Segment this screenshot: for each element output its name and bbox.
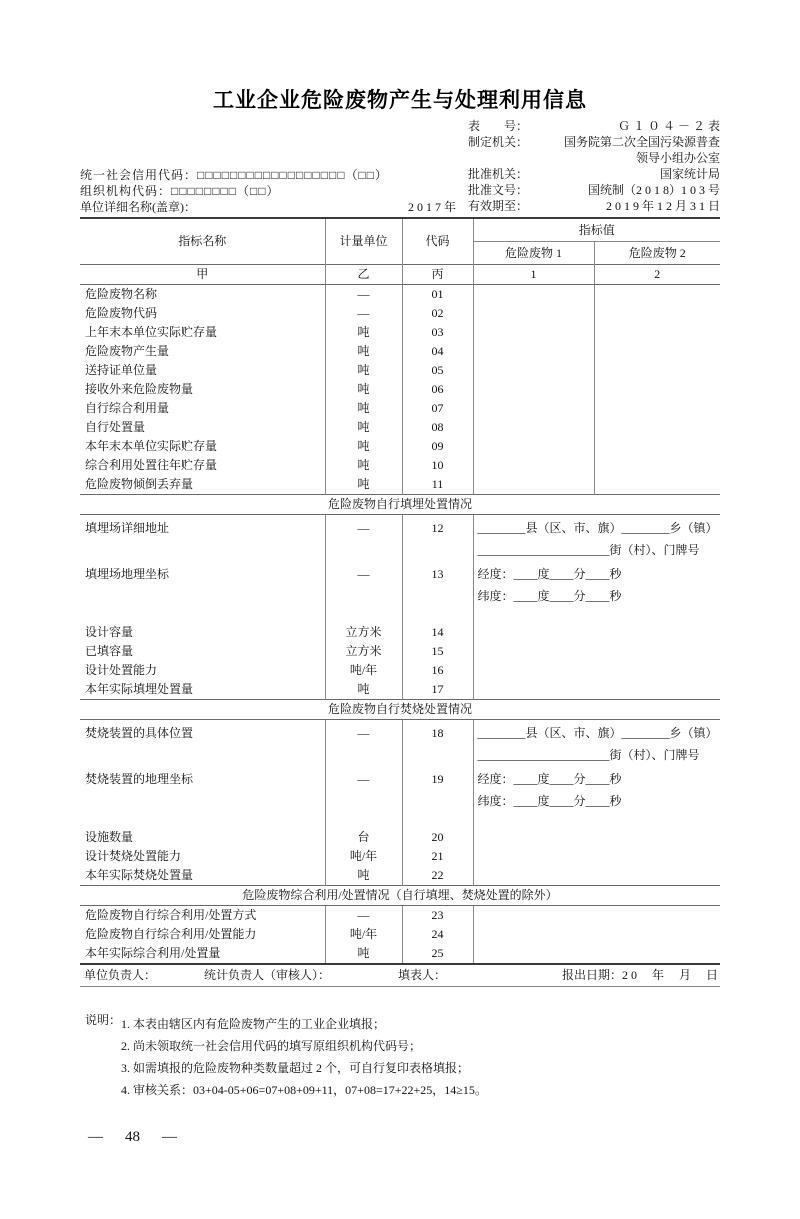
form-info-row <box>468 119 720 135</box>
indicator-name-cell: 上年末本单位实际贮存量 <box>85 325 218 340</box>
form-info-row <box>468 199 720 215</box>
section-header: 危险废物综合利用/处置情况（自行填埋、焚烧处置的除外） <box>80 886 720 906</box>
code-cell: 01 <box>402 285 473 305</box>
code-cell: 02 <box>402 304 473 323</box>
code-cell: 11 <box>402 475 473 495</box>
fill-in-line: ______________________街（村）、门牌号 <box>477 748 700 763</box>
value-fill-cell <box>473 766 720 828</box>
code-cell: 14 <box>402 623 473 642</box>
code-cell: 09 <box>402 437 473 456</box>
table-row <box>80 418 720 437</box>
unit-cell: 吨 <box>325 418 402 437</box>
page-title: 工业企业危险废物产生与处理利用信息 <box>213 88 587 112</box>
value-cell-hw1 <box>473 437 594 456</box>
value-cell-hw1 <box>473 304 594 323</box>
table-header-row-1 <box>80 218 720 242</box>
fill-in-line: 纬度：____度____分____秒 <box>477 589 622 604</box>
value-cell-hw1 <box>473 361 594 380</box>
col-number-2: 2 <box>594 265 720 285</box>
form-info-row <box>468 183 720 199</box>
form-info-value: 国务院第二次全国污染源普查 <box>563 135 720 150</box>
code-cell: 23 <box>402 906 473 926</box>
unit-cell: 吨 <box>325 475 402 495</box>
signature-strip <box>80 965 720 987</box>
credit-code-boxes: 统一社会信用代码：□□□□□□□□□□□□□□□□□□（□□） <box>80 167 388 182</box>
fill-in-line: ______________________街（村）、门牌号 <box>477 543 700 558</box>
unit-cell: 吨 <box>325 399 402 418</box>
value-cell-hw2 <box>594 323 720 342</box>
form-info-label: 有效期至： <box>468 199 529 214</box>
unit-cell: 吨 <box>325 680 402 700</box>
indicator-name-cell: 填埋场详细地址 <box>85 521 170 536</box>
unit-name-label: 单位详细名称(盖章)： <box>80 199 196 214</box>
unit-cell: — <box>325 515 402 562</box>
value-cell-hw2 <box>594 285 720 305</box>
value-fill-cell <box>473 720 720 767</box>
note-item: 3. 如需填报的危险废物种类数量超过 2 个，可自行复印表格填报； <box>121 1061 470 1076</box>
indicator-name-cell: 焚烧装置的具体位置 <box>85 726 194 741</box>
value-cell-hw2 <box>594 361 720 380</box>
indicator-name-cell: 危险废物产生量 <box>85 344 170 359</box>
notes-label: 说明： <box>85 1013 122 1028</box>
report-year: 2 0 1 7 年 <box>407 199 456 214</box>
value-cell-hw1 <box>473 380 594 399</box>
table-row <box>80 456 720 475</box>
fill-in-line: ________县（区、市、旗）________乡（镇） <box>477 726 718 741</box>
code-cell: 16 <box>402 661 473 680</box>
indicator-name-cell: 危险废物自行综合利用/处置能力 <box>85 927 257 942</box>
page-number-right-dash: — <box>162 1129 177 1145</box>
fill-in-line: 经度：____度____分____秒 <box>477 567 622 582</box>
form-info-value: Ｇ １ ０ ４ － ２ 表 <box>617 119 720 134</box>
code-cell: 03 <box>402 323 473 342</box>
table-row <box>80 561 720 623</box>
indicator-name-cell: 自行综合利用量 <box>85 401 170 416</box>
unit-cell: 吨 <box>325 437 402 456</box>
col-header-unit: 计量单位 <box>325 218 402 265</box>
table-row <box>80 361 720 380</box>
unit-cell: 吨 <box>325 323 402 342</box>
fill-in-line: 纬度：____度____分____秒 <box>477 794 622 809</box>
value-cell-hw1 <box>473 475 594 495</box>
col-letter-bing: 丙 <box>402 265 473 285</box>
col-header-indicator-name: 指标名称 <box>178 234 227 249</box>
unit-cell: 吨 <box>325 866 402 886</box>
credit-code-line <box>80 167 460 183</box>
note-item: 4. 审核关系：03+04-05+06=07+08+09+11，07+08=17+22+25，14≥15。 <box>121 1083 487 1098</box>
table-row <box>80 475 720 495</box>
value-cell-merged <box>473 847 720 866</box>
form-info-row <box>468 167 720 183</box>
code-cell: 13 <box>402 561 473 623</box>
unit-cell: — <box>325 304 402 323</box>
unit-cell: 吨 <box>325 456 402 475</box>
indicator-name-cell: 综合利用处置往年贮存量 <box>85 458 218 473</box>
document-page <box>0 88 800 1219</box>
table-row <box>80 380 720 399</box>
form-info-block <box>468 119 720 215</box>
indicator-name-cell: 已填容量 <box>85 644 134 659</box>
unit-name-line <box>80 199 460 215</box>
form-info-value: 领导小组办公室 <box>635 151 720 166</box>
header-left-block <box>80 167 468 215</box>
code-cell: 22 <box>402 866 473 886</box>
unit-head-label: 单位负责人： <box>84 968 157 983</box>
form-info-value: 国统制（2 0 1 8）1 0 3 号 <box>587 183 720 198</box>
table-row <box>80 944 720 964</box>
value-cell-hw2 <box>594 304 720 323</box>
form-info-value: 2 0 1 9 年 1 2 月 3 1 日 <box>605 199 720 214</box>
indicator-name-cell: 焚烧装置的地理坐标 <box>85 772 194 787</box>
table-row <box>80 766 720 828</box>
page-number-left-dash: — <box>88 1129 103 1145</box>
unit-cell: — <box>325 720 402 767</box>
unit-cell: — <box>325 766 402 828</box>
table-row <box>80 515 720 562</box>
value-fill-cell <box>473 561 720 623</box>
unit-cell: — <box>325 285 402 305</box>
code-cell: 05 <box>402 361 473 380</box>
notes-items <box>121 1013 487 1101</box>
col-letter-yi: 乙 <box>325 265 402 285</box>
table-row <box>80 342 720 361</box>
indicator-table <box>80 217 720 965</box>
value-cell-hw2 <box>594 342 720 361</box>
code-cell: 07 <box>402 399 473 418</box>
code-cell: 04 <box>402 342 473 361</box>
section-header-row <box>80 495 720 515</box>
table-row <box>80 866 720 886</box>
value-cell-hw1 <box>473 456 594 475</box>
code-cell: 15 <box>402 642 473 661</box>
header-meta <box>80 119 720 215</box>
code-cell: 17 <box>402 680 473 700</box>
value-cell-merged <box>473 623 720 642</box>
indicator-name-cell: 送持证单位量 <box>85 363 158 378</box>
value-cell-hw2 <box>594 399 720 418</box>
value-cell-merged <box>473 680 720 700</box>
value-cell-hw2 <box>594 380 720 399</box>
col-header-hazardous-waste-1: 危险废物 1 <box>473 242 594 265</box>
table-row <box>80 661 720 680</box>
indicator-name-cell: 危险废物倾倒丢弃量 <box>85 477 194 492</box>
unit-cell: 吨 <box>325 361 402 380</box>
col-letter-jia: 甲 <box>80 265 325 285</box>
unit-cell: 吨/年 <box>325 661 402 680</box>
indicator-name-cell: 本年末本单位实际贮存量 <box>85 439 218 454</box>
indicator-name-cell: 本年实际填埋处置量 <box>85 682 194 697</box>
section-header: 危险废物自行填埋处置情况 <box>80 495 720 515</box>
form-info-row <box>468 151 720 167</box>
value-cell-merged <box>473 944 720 964</box>
table-row <box>80 285 720 305</box>
form-filler-label: 填表人： <box>398 968 447 983</box>
form-page <box>80 88 720 1101</box>
code-cell: 10 <box>402 456 473 475</box>
code-cell: 20 <box>402 828 473 847</box>
value-cell-hw2 <box>594 475 720 495</box>
value-cell-hw1 <box>473 418 594 437</box>
fill-in-line: 经度：____度____分____秒 <box>477 772 622 787</box>
table-row <box>80 828 720 847</box>
code-cell: 25 <box>402 944 473 964</box>
value-cell-hw1 <box>473 285 594 305</box>
section-header-row <box>80 886 720 906</box>
note-item: 2. 尚未领取统一社会信用代码的填写原组织机构代码号； <box>121 1039 422 1054</box>
value-cell-hw2 <box>594 437 720 456</box>
stat-head-label: 统计负责人（审核人）： <box>204 968 331 983</box>
table-row <box>80 437 720 456</box>
unit-cell: 立方米 <box>325 642 402 661</box>
form-info-label: 批准文号： <box>468 183 529 198</box>
unit-cell: 立方米 <box>325 623 402 642</box>
value-cell-hw1 <box>473 342 594 361</box>
col-header-code: 代码 <box>402 218 473 265</box>
code-cell: 06 <box>402 380 473 399</box>
indicator-name-cell: 本年实际综合利用/处置量 <box>85 946 221 961</box>
page-number-value: 48 <box>125 1129 140 1145</box>
table-row <box>80 680 720 700</box>
code-cell: 12 <box>402 515 473 562</box>
value-cell-hw2 <box>594 456 720 475</box>
indicator-name-cell: 设施数量 <box>85 830 134 845</box>
value-cell-merged <box>473 828 720 847</box>
value-cell-merged <box>473 642 720 661</box>
form-info-label: 制定机关： <box>468 135 529 150</box>
indicator-name-cell: 填埋场地理坐标 <box>85 567 170 582</box>
code-cell: 19 <box>402 766 473 828</box>
indicator-name-cell: 自行处置量 <box>85 420 146 435</box>
value-fill-cell <box>473 515 720 562</box>
indicator-name-cell: 接收外来危险废物量 <box>85 382 194 397</box>
table-row <box>80 304 720 323</box>
value-cell-merged <box>473 661 720 680</box>
unit-cell: 吨/年 <box>325 847 402 866</box>
indicator-name-cell: 危险废物名称 <box>85 287 158 302</box>
table-row <box>80 847 720 866</box>
form-info-label: 表 号： <box>468 119 529 134</box>
table-row <box>80 399 720 418</box>
code-cell: 08 <box>402 418 473 437</box>
table-row <box>80 623 720 642</box>
value-cell-merged <box>473 925 720 944</box>
unit-cell: 吨 <box>325 944 402 964</box>
code-cell: 24 <box>402 925 473 944</box>
table-row <box>80 925 720 944</box>
value-cell-merged <box>473 866 720 886</box>
form-info-value: 国家统计局 <box>659 167 720 182</box>
notes-block <box>80 1013 720 1101</box>
indicator-name-cell: 设计焚烧处置能力 <box>85 849 182 864</box>
unit-cell: 吨/年 <box>325 925 402 944</box>
table-row <box>80 906 720 926</box>
value-cell-hw1 <box>473 323 594 342</box>
indicator-name-cell: 设计处置能力 <box>85 663 158 678</box>
table-row <box>80 642 720 661</box>
unit-cell: — <box>325 906 402 926</box>
table-row <box>80 323 720 342</box>
org-code-line <box>80 183 460 199</box>
value-cell-hw2 <box>594 418 720 437</box>
indicator-name-cell: 设计容量 <box>85 625 134 640</box>
fill-in-line: ________县（区、市、旗）________乡（镇） <box>477 521 718 536</box>
org-code-boxes: 组织机构代码：□□□□□□□□（□□） <box>80 183 280 198</box>
form-info-label: 批准机关： <box>468 167 529 182</box>
report-date-label: 报出日期：2 0 年 月 日 <box>561 968 718 983</box>
unit-cell: 台 <box>325 828 402 847</box>
indicator-name-cell: 危险废物自行综合利用/处置方式 <box>85 908 257 923</box>
section-header: 危险废物自行焚烧处置情况 <box>80 700 720 720</box>
unit-cell: 吨 <box>325 380 402 399</box>
section-header-row <box>80 700 720 720</box>
form-info-row <box>468 135 720 151</box>
unit-cell: 吨 <box>325 342 402 361</box>
table-row <box>80 720 720 767</box>
value-cell-hw1 <box>473 399 594 418</box>
code-cell: 21 <box>402 847 473 866</box>
col-header-hazardous-waste-2: 危险废物 2 <box>594 242 720 265</box>
indicator-name-cell: 危险废物代码 <box>85 306 158 321</box>
value-cell-merged <box>473 906 720 926</box>
note-item: 1. 本表由辖区内有危险废物产生的工业企业填报； <box>121 1017 386 1032</box>
col-number-1: 1 <box>473 265 594 285</box>
table-header-row-3 <box>80 265 720 285</box>
unit-cell: — <box>325 561 402 623</box>
indicator-name-cell: 本年实际焚烧处置量 <box>85 868 194 883</box>
col-header-indicator-value: 指标值 <box>473 218 720 242</box>
code-cell: 18 <box>402 720 473 767</box>
